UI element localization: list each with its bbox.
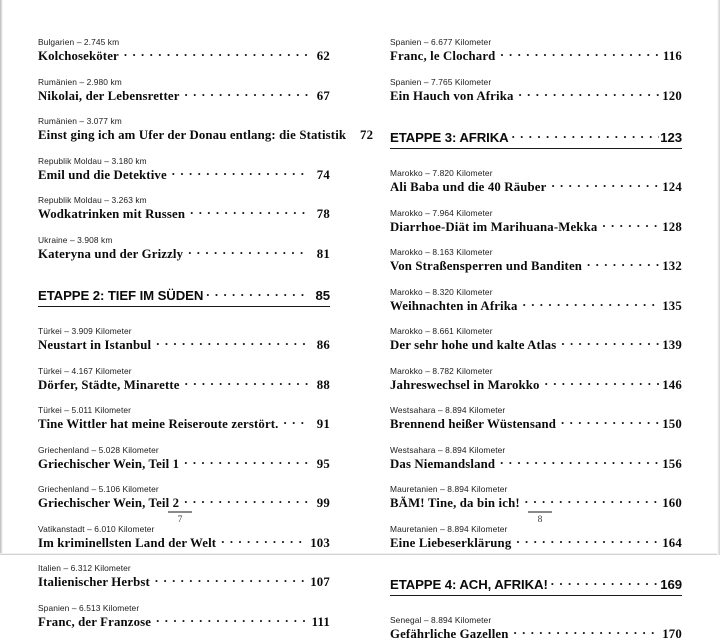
toc-entry-page-number: 103 (310, 535, 330, 550)
toc-entry-line (390, 495, 682, 511)
toc-entry-page-number: 99 (316, 496, 330, 510)
toc-entry[interactable] (38, 235, 330, 262)
toc-entry-location: Mauretanien – 8.894 Kilometer (390, 523, 508, 534)
toc-entry-title: Jahreswechsel in Marokko (390, 377, 540, 392)
toc-entry-title: Weihnachten in Afrika (390, 298, 518, 313)
toc-entry-page-number: 91 (316, 417, 330, 431)
toc-entry-line (390, 219, 682, 235)
toc-entry-line (390, 535, 682, 551)
toc-entry-page-number: 67 (316, 88, 330, 103)
toc-entry-page-number: 74 (316, 167, 330, 182)
toc-entry-title: Italienischer Herbst (38, 575, 150, 589)
toc-entry[interactable] (390, 208, 682, 235)
toc-entry[interactable] (38, 405, 330, 432)
page-folio-left (0, 511, 360, 525)
dot-leader (206, 287, 307, 300)
toc-entry-title: Einst ging ich am Ufer der Donau entlang: die Statistik (38, 128, 347, 142)
dot-leader (190, 206, 308, 218)
toc-entry-title: Kolchoseköter (38, 49, 119, 63)
toc-entry-title: Griechischer Wein, Teil 1 (38, 456, 180, 471)
toc-entry-location: Marokko – 7.820 Kilometer (390, 168, 493, 178)
dot-leader (561, 416, 659, 428)
dot-leader (500, 48, 659, 60)
toc-entry-page-number: 156 (662, 456, 682, 471)
toc-entry-page-number: 170 (662, 627, 682, 641)
toc-entry-line (38, 337, 330, 353)
toc-entry-location: Spanien – 7.765 Kilometer (390, 76, 492, 87)
toc-entry-title: Griechischer Wein, Teil 2 (38, 496, 180, 510)
toc-entry-page-number: 95 (316, 456, 330, 471)
toc-entry-location: Türkei – 4.167 Kilometer (38, 365, 132, 376)
dot-leader (156, 337, 308, 349)
toc-entry-title: Brennend heißer Wüstensand (390, 417, 557, 431)
toc-entry-line (38, 416, 330, 432)
dot-leader (551, 179, 659, 191)
dot-leader (512, 129, 659, 142)
toc-entry-location: Senegal – 8.894 Kilometer (390, 615, 492, 625)
toc-entry-location: Griechenland – 5.106 Kilometer (38, 484, 159, 494)
dot-leader (519, 88, 660, 100)
toc-entry[interactable] (390, 524, 682, 551)
toc-entry-page-number: 88 (316, 377, 330, 392)
toc-entry-page-number: 62 (316, 49, 330, 63)
toc-section-title: ETAPPE 2: TIEF IM SÜDEN (38, 287, 204, 303)
dot-leader (523, 298, 660, 310)
dot-leader (551, 576, 659, 589)
toc-entry-page-number: 139 (662, 338, 682, 352)
toc-entry[interactable] (38, 563, 330, 590)
toc-list-right (390, 37, 682, 642)
toc-entry-line (38, 246, 330, 262)
toc-entry[interactable] (390, 168, 682, 195)
toc-entry-location: Türkei – 5.011 Kilometer (38, 405, 132, 415)
toc-entry-title: Wodkatrinken mit Russen (38, 207, 186, 221)
toc-entry[interactable] (390, 37, 682, 64)
toc-section-line (38, 287, 330, 304)
toc-entry-location: Ukraine – 3.908 km (38, 234, 113, 245)
toc-entry-line (390, 298, 682, 314)
folio-rule (528, 511, 552, 513)
folio-rule (168, 511, 192, 513)
dot-leader (156, 614, 308, 626)
dot-leader (172, 167, 308, 179)
page-right (360, 0, 720, 641)
toc-entry-page-number: 81 (316, 246, 330, 261)
toc-entry[interactable] (38, 524, 330, 551)
toc-entry[interactable] (38, 77, 330, 104)
toc-entry-title: BÄM! Tine, da bin ich! (390, 496, 520, 510)
toc-entry-line (38, 88, 330, 104)
toc-entry-page-number: 160 (662, 496, 682, 510)
toc-entry-location: Mauretanien – 8.894 Kilometer (390, 484, 508, 494)
toc-entry-line (390, 337, 682, 353)
toc-entry[interactable] (390, 484, 682, 511)
toc-entry-title: Dörfer, Städte, Minarette (38, 377, 180, 392)
toc-entry-line (38, 456, 330, 472)
toc-entry-location: Marokko – 8.661 Kilometer (390, 326, 493, 336)
toc-entry-title: Franc, le Clochard (390, 49, 496, 63)
toc-entry-title: Diarrhoe-Diät im Marihuana-Mekka (390, 219, 598, 234)
toc-entry-page-number: 107 (310, 575, 330, 589)
toc-entry-line (38, 127, 374, 143)
toc-entry-location: Marokko – 7.964 Kilometer (390, 207, 493, 218)
toc-entry-line (390, 88, 682, 104)
toc-entry-location: Rumänien – 3.077 km (38, 116, 122, 126)
toc-entry-line (38, 495, 330, 511)
toc-entry-location: Westsahara – 8.894 Kilometer (390, 444, 506, 455)
toc-entry-page-number: 128 (662, 219, 682, 234)
dot-leader (514, 626, 660, 638)
toc-entry-location: Rumänien – 2.980 km (38, 76, 122, 87)
toc-entry-location: Republik Moldau – 3.180 km (38, 155, 147, 166)
toc-entry-line (390, 416, 682, 432)
toc-entry[interactable] (38, 484, 330, 511)
toc-entry-location: Marokko – 8.163 Kilometer (390, 247, 493, 257)
toc-entry-location: Westsahara – 8.894 Kilometer (390, 405, 506, 415)
toc-entry-title: Der sehr hohe und kalte Atlas (390, 338, 557, 352)
folio-number: 8 (537, 515, 543, 525)
toc-entry-page-number: 124 (662, 180, 682, 194)
toc-entry[interactable] (38, 156, 330, 183)
toc-entry-page-number: 116 (662, 49, 682, 63)
toc-entry-title: Gefährliche Gazellen (390, 627, 509, 641)
toc-entry-page-number: 146 (662, 377, 682, 392)
toc-section-heading[interactable] (390, 576, 682, 597)
toc-entry-location: Spanien – 6.677 Kilometer (390, 37, 492, 47)
toc-entry[interactable] (390, 615, 682, 642)
toc-entry-location: Marokko – 8.782 Kilometer (390, 365, 493, 376)
toc-entry-page-number: 72 (359, 128, 374, 142)
dot-leader (184, 456, 308, 468)
toc-entry[interactable] (38, 603, 330, 630)
toc-section-page-number: 169 (660, 576, 682, 592)
toc-entry-page-number: 150 (662, 417, 682, 431)
toc-entry-location: Griechenland – 5.028 Kilometer (38, 444, 159, 455)
toc-entry-line (38, 167, 330, 183)
toc-entry-location: Marokko – 8.320 Kilometer (390, 286, 493, 297)
toc-entry-title: Emil und die Detektive (38, 167, 167, 182)
dot-leader (188, 246, 308, 258)
toc-entry-page-number: 132 (662, 259, 682, 273)
toc-entry[interactable] (38, 37, 330, 64)
toc-entry-title: Franc, der Franzose (38, 614, 152, 629)
dot-leader (545, 377, 660, 389)
toc-entry-title: Das Niemandsland (390, 456, 496, 471)
toc-entry-line (38, 206, 330, 222)
toc-entry-title: Neustart in Istanbul (38, 338, 152, 352)
toc-entry-title: Ein Hauch von Afrika (390, 88, 514, 103)
toc-entry-location: Bulgarien – 2.745 km (38, 37, 120, 47)
toc-entry[interactable] (390, 366, 682, 393)
dot-leader (516, 535, 659, 547)
toc-entry-line (390, 258, 682, 274)
toc-section-page-number: 85 (315, 287, 330, 303)
toc-entry-line (390, 179, 682, 195)
dot-leader (184, 495, 308, 507)
toc-section-page-number: 123 (660, 129, 682, 145)
toc-entry-line (390, 456, 682, 472)
toc-list-left (38, 37, 374, 630)
toc-entry-title: Von Straßensperren und Banditen (390, 259, 583, 273)
toc-entry-line (390, 48, 682, 64)
dot-leader (500, 456, 659, 468)
toc-entry-line (38, 614, 330, 630)
toc-entry-title: Tine Wittler hat meine Reiseroute zerstört. (38, 417, 279, 431)
toc-entry-page-number: 78 (316, 207, 330, 221)
toc-entry-page-number: 120 (662, 88, 682, 103)
toc-section-title: ETAPPE 3: AFRIKA (390, 129, 509, 145)
toc-entry-location: Spanien – 6.513 Kilometer (38, 602, 140, 613)
dot-leader (124, 48, 308, 60)
toc-entry-line (38, 377, 330, 393)
dot-leader (185, 377, 308, 389)
toc-section-title: ETAPPE 4: ACH, AFRIKA! (390, 576, 548, 592)
dot-leader (155, 574, 307, 586)
toc-entry[interactable] (38, 195, 330, 222)
toc-entry[interactable] (38, 445, 330, 472)
toc-entry-line (38, 574, 330, 590)
dot-leader (561, 337, 659, 349)
toc-entry[interactable] (390, 247, 682, 274)
dot-leader (221, 535, 307, 547)
dot-leader (185, 88, 308, 100)
toc-entry-title: Im kriminellsten Land der Welt (38, 535, 217, 550)
toc-entry[interactable] (38, 326, 330, 353)
dot-leader (602, 219, 659, 231)
toc-entry-title: Nikolai, der Lebensretter (38, 88, 180, 103)
dot-leader (525, 495, 659, 507)
toc-section-line (390, 129, 682, 146)
toc-entry[interactable] (390, 287, 682, 314)
folio-number: 7 (177, 515, 183, 525)
toc-entry-location: Republik Moldau – 3.263 km (38, 195, 147, 205)
toc-entry-line (390, 626, 682, 642)
toc-entry-title: Ali Baba und die 40 Räuber (390, 180, 547, 194)
dot-leader (284, 416, 308, 428)
toc-entry-page-number: 86 (316, 338, 330, 352)
toc-entry-location: Türkei – 3.909 Kilometer (38, 326, 132, 336)
toc-entry[interactable] (390, 77, 682, 104)
toc-entry-page-number: 135 (662, 298, 682, 313)
toc-entry-page-number: 111 (311, 614, 330, 629)
toc-entry-line (38, 48, 330, 64)
toc-section-heading[interactable] (390, 129, 682, 150)
toc-section-heading[interactable] (38, 287, 330, 308)
toc-entry-title: Eine Liebeserklärung (390, 535, 512, 550)
toc-entry-line (390, 377, 682, 393)
toc-section-line (390, 576, 682, 593)
toc-entry[interactable] (390, 445, 682, 472)
page-folio-right (360, 511, 720, 525)
toc-entry[interactable] (38, 116, 374, 143)
dot-leader (587, 258, 659, 270)
toc-entry-location: Italien – 6.312 Kilometer (38, 563, 131, 573)
toc-entry[interactable] (390, 326, 682, 353)
toc-entry-line (38, 535, 330, 551)
toc-entry[interactable] (38, 366, 330, 393)
toc-entry-location: Vatikanstadt – 6.010 Kilometer (38, 523, 155, 534)
toc-entry[interactable] (390, 405, 682, 432)
toc-entry-page-number: 164 (662, 535, 682, 550)
toc-entry-title: Kateryna und der Grizzly (38, 246, 184, 261)
